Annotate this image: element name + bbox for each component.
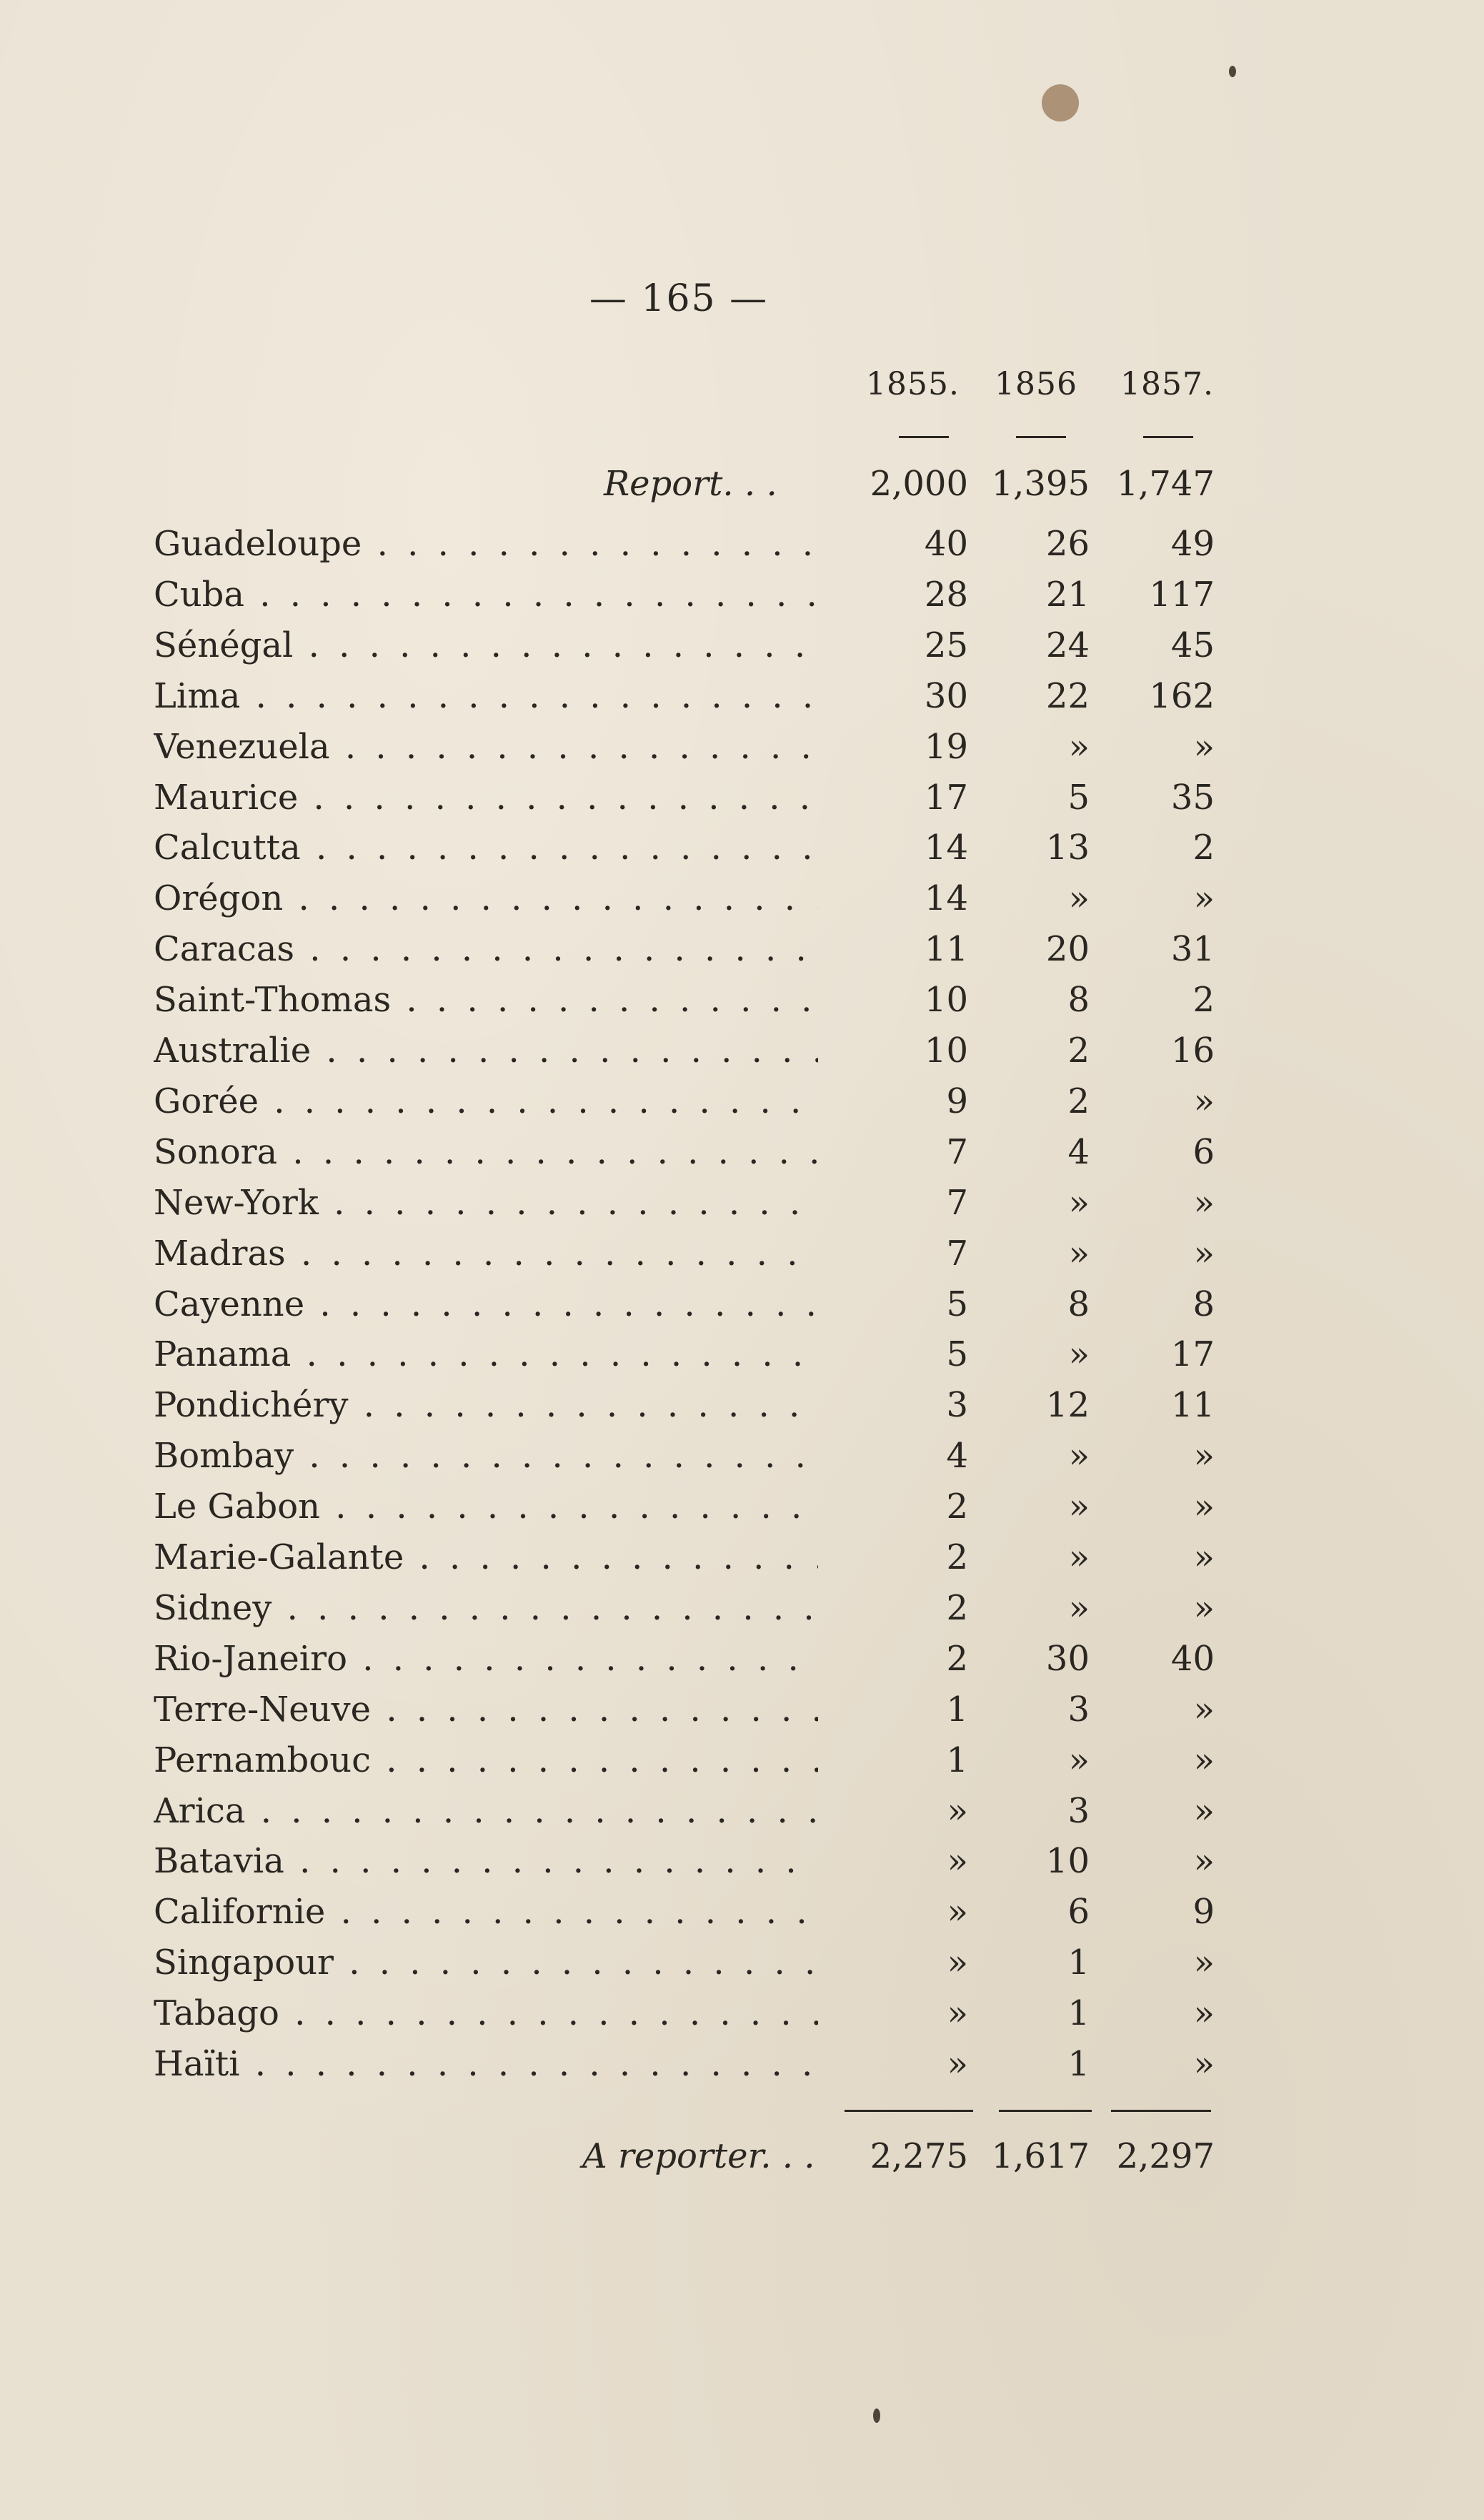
- value-1855: 10: [924, 1031, 968, 1071]
- table-row: [154, 1329, 1225, 1379]
- value-1856: 1: [1067, 2044, 1090, 2084]
- column-dash: [899, 436, 949, 438]
- value-1855: »: [947, 1993, 968, 2034]
- value-1855: 2: [946, 1638, 968, 1679]
- value-1855: »: [947, 1943, 968, 1983]
- value-1857: 16: [1170, 1031, 1215, 1071]
- total-rule: [999, 2110, 1092, 2112]
- place-name: New-York . . .: [154, 1178, 818, 1228]
- place-name: Tabago . . .: [154, 1988, 818, 2038]
- value-1856: »: [1068, 1334, 1090, 1375]
- value-1857: »: [1193, 1841, 1215, 1882]
- total-value-1855: 2,275: [870, 2136, 968, 2176]
- value-1856: 10: [1045, 1841, 1090, 1882]
- value-1856: 6: [1067, 1892, 1090, 1933]
- value-1856: 5: [1067, 777, 1090, 818]
- value-1857: »: [1193, 1081, 1215, 1121]
- ink-stain: [1042, 84, 1079, 121]
- ink-stain: [1229, 66, 1236, 77]
- place-name: Bombay . . .: [154, 1431, 818, 1481]
- place-name: Saint-Thomas . . .: [154, 975, 818, 1025]
- value-1857: 2: [1192, 980, 1215, 1021]
- value-1857: »: [1193, 1537, 1215, 1577]
- value-1857: 35: [1170, 777, 1215, 818]
- total-rule: [845, 2110, 973, 2112]
- value-1855: 2: [946, 1587, 968, 1628]
- table-row: [154, 570, 1225, 620]
- total-label: A reporter. . .: [582, 2136, 815, 2176]
- ink-stain: [873, 2409, 880, 2423]
- total-row: [154, 2131, 1225, 2181]
- table-row: [154, 1685, 1225, 1735]
- value-1856: 8: [1067, 980, 1090, 1021]
- value-1856: 20: [1045, 929, 1090, 970]
- value-1857: 31: [1170, 929, 1215, 970]
- value-1857: »: [1193, 1993, 1215, 2034]
- value-1857: »: [1193, 1943, 1215, 1983]
- report-label: Report. . .: [604, 464, 777, 504]
- place-name: Le Gabon . . .: [154, 1482, 818, 1532]
- value-1855: 19: [924, 726, 968, 767]
- value-1857: 9: [1192, 1892, 1215, 1933]
- value-1855: 2: [946, 1537, 968, 1577]
- value-1857: »: [1193, 1233, 1215, 1274]
- place-name: Marie-Galante . . .: [154, 1532, 818, 1582]
- table-row: [154, 1229, 1225, 1279]
- value-1857: 11: [1170, 1385, 1215, 1426]
- value-1856: 8: [1067, 1284, 1090, 1324]
- table-row: [154, 1786, 1225, 1836]
- table-row: [154, 2039, 1225, 2089]
- value-1856: 1: [1067, 1993, 1090, 2034]
- value-1856: 3: [1067, 1790, 1090, 1831]
- table-row: [154, 975, 1225, 1025]
- value-1856: 26: [1045, 524, 1090, 564]
- value-1856: 2: [1067, 1031, 1090, 1071]
- table-row: [154, 1127, 1225, 1177]
- value-1857: 49: [1170, 524, 1215, 564]
- value-1855: 17: [924, 777, 968, 818]
- value-1857: »: [1193, 1740, 1215, 1780]
- column-header-1856: 1856: [995, 366, 1077, 402]
- report-value-1857: 1,747: [1116, 464, 1215, 504]
- value-1855: 1: [946, 1740, 968, 1780]
- table-row: [154, 1735, 1225, 1785]
- table-row: [154, 1482, 1225, 1532]
- value-1857: »: [1193, 726, 1215, 767]
- table-row: [154, 1380, 1225, 1430]
- value-1856: 30: [1045, 1638, 1090, 1679]
- value-1857: 17: [1170, 1334, 1215, 1375]
- table-row: [154, 1583, 1225, 1633]
- value-1856: 4: [1067, 1131, 1090, 1172]
- report-row: [154, 459, 1225, 509]
- value-1857: »: [1193, 878, 1215, 919]
- value-1855: 25: [924, 625, 968, 665]
- value-1857: 8: [1192, 1284, 1215, 1324]
- place-name: Cayenne . . .: [154, 1279, 818, 1329]
- place-name: Panama . . .: [154, 1329, 818, 1379]
- value-1857: 6: [1192, 1131, 1215, 1172]
- table-row: [154, 873, 1225, 923]
- value-1857: »: [1193, 1587, 1215, 1628]
- value-1856: »: [1068, 1740, 1090, 1780]
- value-1857: 117: [1149, 574, 1215, 615]
- value-1856: »: [1068, 878, 1090, 919]
- place-name: Sénégal . . .: [154, 620, 818, 670]
- table-row: [154, 1076, 1225, 1126]
- column-header-1855: 1855.: [866, 366, 960, 402]
- value-1856: »: [1068, 1487, 1090, 1527]
- value-1855: 40: [924, 524, 968, 564]
- value-1855: »: [947, 1790, 968, 1831]
- value-1856: 3: [1067, 1689, 1090, 1730]
- table-row: [154, 1887, 1225, 1937]
- place-name: Lima . . .: [154, 671, 818, 721]
- value-1856: »: [1068, 1233, 1090, 1274]
- total-value-1856: 1,617: [991, 2136, 1090, 2176]
- table-row: [154, 1938, 1225, 1988]
- value-1856: 13: [1045, 828, 1090, 868]
- place-name: Haïti . . .: [154, 2039, 818, 2089]
- value-1856: 22: [1045, 675, 1090, 716]
- place-name: Calcutta . . .: [154, 823, 818, 873]
- table-row: [154, 620, 1225, 670]
- place-name: Australie . . .: [154, 1026, 818, 1076]
- place-name: Madras . . .: [154, 1229, 818, 1279]
- value-1857: »: [1193, 1182, 1215, 1223]
- value-1856: »: [1068, 1182, 1090, 1223]
- value-1855: 5: [946, 1284, 968, 1324]
- value-1855: 7: [946, 1182, 968, 1223]
- value-1855: 7: [946, 1131, 968, 1172]
- value-1857: 45: [1170, 625, 1215, 665]
- value-1855: 1: [946, 1689, 968, 1730]
- place-name: Orégon . . .: [154, 873, 818, 923]
- table-row: [154, 519, 1225, 569]
- value-1857: 40: [1170, 1638, 1215, 1679]
- table-row: [154, 1836, 1225, 1886]
- place-name: Maurice . . .: [154, 773, 818, 823]
- column-header-1857: 1857.: [1120, 366, 1214, 402]
- table-row: [154, 1634, 1225, 1684]
- value-1856: »: [1068, 726, 1090, 767]
- value-1857: »: [1193, 1436, 1215, 1477]
- value-1855: 11: [924, 929, 968, 970]
- value-1856: 12: [1045, 1385, 1090, 1426]
- place-name: Venezuela . . .: [154, 722, 818, 772]
- value-1855: 28: [924, 574, 968, 615]
- value-1855: 10: [924, 980, 968, 1021]
- value-1857: »: [1193, 1689, 1215, 1730]
- place-name: Pernambouc . . .: [154, 1735, 818, 1785]
- value-1855: 9: [946, 1081, 968, 1121]
- place-name: Californie . . .: [154, 1887, 818, 1937]
- value-1855: 5: [946, 1334, 968, 1375]
- table-row: [154, 1988, 1225, 2038]
- value-1855: »: [947, 1892, 968, 1933]
- place-name: Batavia . . .: [154, 1836, 818, 1886]
- place-name: Cuba . . .: [154, 570, 818, 620]
- place-name: Gorée . . .: [154, 1076, 818, 1126]
- value-1856: 21: [1045, 574, 1090, 615]
- table-row: [154, 773, 1225, 823]
- page-number: — 165 —: [589, 277, 769, 320]
- table-row: [154, 1532, 1225, 1582]
- place-name: Sonora . . .: [154, 1127, 818, 1177]
- table-row: [154, 671, 1225, 721]
- table-row: [154, 1431, 1225, 1481]
- column-dash: [1016, 436, 1066, 438]
- total-rule: [1111, 2110, 1211, 2112]
- value-1856: »: [1068, 1436, 1090, 1477]
- table-row: [154, 722, 1225, 772]
- table-row: [154, 924, 1225, 974]
- value-1856: 24: [1045, 625, 1090, 665]
- value-1855: 4: [946, 1436, 968, 1477]
- value-1856: »: [1068, 1587, 1090, 1628]
- value-1855: 30: [924, 675, 968, 716]
- table-row: [154, 823, 1225, 873]
- value-1855: 14: [924, 828, 968, 868]
- place-name: Pondichéry . . .: [154, 1380, 818, 1430]
- value-1857: 162: [1149, 675, 1215, 716]
- place-name: Guadeloupe . . .: [154, 519, 818, 569]
- table-row: [154, 1178, 1225, 1228]
- value-1857: »: [1193, 1487, 1215, 1527]
- place-name: Singapour . . .: [154, 1938, 818, 1988]
- value-1855: »: [947, 2044, 968, 2084]
- report-value-1855: 2,000: [870, 464, 968, 504]
- table-row: [154, 1279, 1225, 1329]
- column-dash: [1143, 436, 1193, 438]
- value-1857: 2: [1192, 828, 1215, 868]
- place-name: Terre-Neuve . . .: [154, 1685, 818, 1735]
- value-1856: 2: [1067, 1081, 1090, 1121]
- place-name: Sidney . . .: [154, 1583, 818, 1633]
- place-name: Rio-Janeiro . . .: [154, 1634, 818, 1684]
- place-name: Caracas . . .: [154, 924, 818, 974]
- value-1855: 3: [946, 1385, 968, 1426]
- value-1856: 1: [1067, 1943, 1090, 1983]
- value-1857: »: [1193, 1790, 1215, 1831]
- report-value-1856: 1,395: [991, 464, 1090, 504]
- value-1855: 2: [946, 1487, 968, 1527]
- value-1857: »: [1193, 2044, 1215, 2084]
- place-name: Arica . . .: [154, 1786, 818, 1836]
- value-1856: »: [1068, 1537, 1090, 1577]
- total-value-1857: 2,297: [1116, 2136, 1215, 2176]
- value-1855: 7: [946, 1233, 968, 1274]
- table-row: [154, 1026, 1225, 1076]
- value-1855: »: [947, 1841, 968, 1882]
- value-1855: 14: [924, 878, 968, 919]
